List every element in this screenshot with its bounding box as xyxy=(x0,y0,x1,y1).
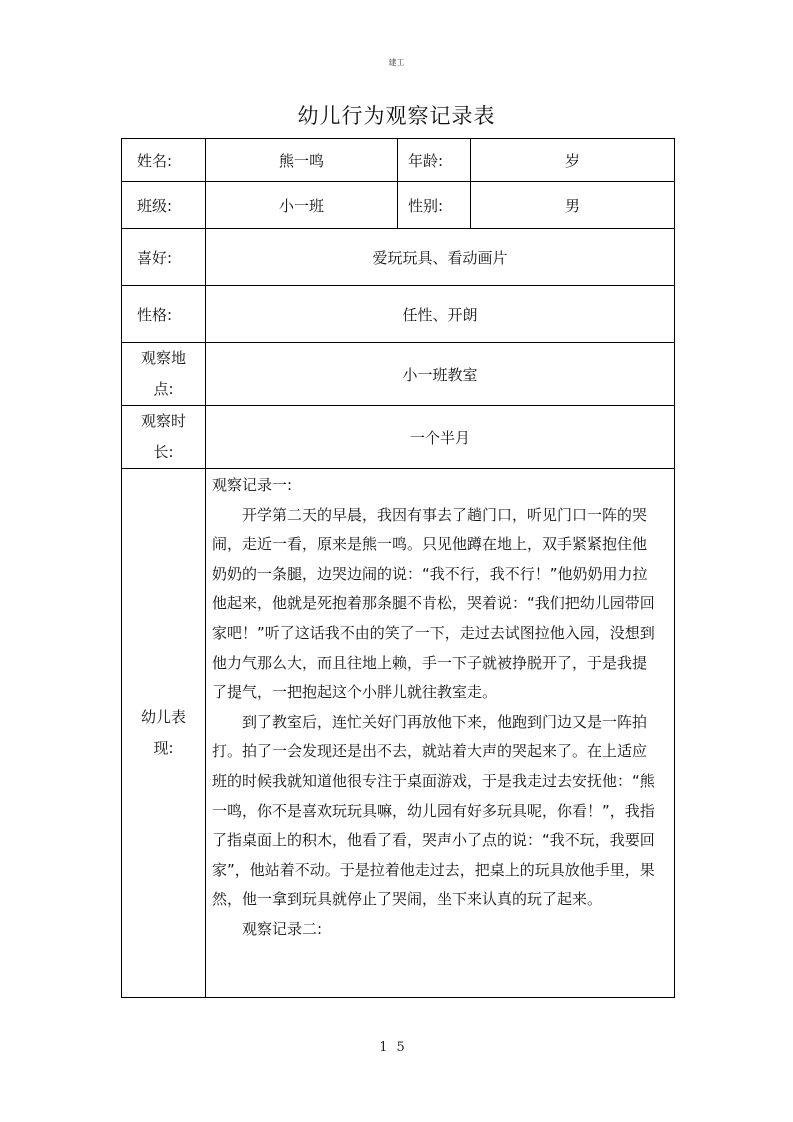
row-class-gender xyxy=(122,182,675,229)
behavior-label-line1: 幼儿表 xyxy=(140,708,186,726)
gender-value: 男 xyxy=(471,182,675,229)
duration-label xyxy=(122,406,206,469)
duration-label-line1: 观察时 xyxy=(140,412,186,430)
name-value: 熊一鸣 xyxy=(206,139,398,182)
age-label: 年龄: xyxy=(398,139,471,182)
hobby-label: 喜好: xyxy=(122,229,206,286)
behavior-label xyxy=(122,469,206,998)
behavior-label-line2: 现: xyxy=(153,739,174,757)
place-label-line2: 点: xyxy=(153,380,174,398)
row-place xyxy=(122,343,675,406)
hobby-value: 爱玩玩具、看动画片 xyxy=(206,229,675,286)
record1-title: 观察记录一: xyxy=(212,476,293,494)
place-value: 小一班教室 xyxy=(206,343,675,406)
place-label-line1: 观察地 xyxy=(140,349,186,367)
row-behavior xyxy=(122,469,675,998)
place-label xyxy=(122,343,206,406)
behavior-content xyxy=(206,469,675,998)
duration-label-line2: 长: xyxy=(153,443,174,461)
row-name-age xyxy=(122,139,675,182)
document-title: 幼儿行为观察记录表 xyxy=(297,104,496,128)
class-label: 班级: xyxy=(122,182,206,229)
record1-paragraph-2: 到了教室后，连忙关好门再放他下来，他跑到门边又是一阵拍打。拍了一会发现还是出不去，就站着大声的哭起来了。在上适应班的时候我就知道他很专注于桌面游戏，于是我走过去安抚他：“熊一鸣，你不是喜欢玩玩具嘛，幼儿园有好多玩具呢，你看！”，我指了指桌面上的积木，他看了看，哭声小了点的说：“我不玩，我要回家”，他站着不动。于是拉着他走过去，把桌上的玩具放他手里，果然，他一拿到玩具就停止了哭闹，坐下来认真的玩了起来。 xyxy=(212,712,655,909)
gender-label: 性别: xyxy=(398,182,471,229)
personality-value: 任性、开朗 xyxy=(206,286,675,343)
row-hobby xyxy=(122,229,675,286)
record2-title: 观察记录二: xyxy=(242,919,323,938)
observation-table xyxy=(121,138,675,998)
row-personality xyxy=(122,286,675,343)
page-number: 15 xyxy=(379,1040,414,1055)
duration-value: 一个半月 xyxy=(206,406,675,469)
personality-label: 性格: xyxy=(122,286,206,343)
name-label: 姓名: xyxy=(122,139,206,182)
age-value: 岁 xyxy=(471,139,675,182)
row-duration xyxy=(122,406,675,469)
record1-paragraph: 开学第二天的早晨，我因有事去了趟门口，听见门口一阵的哭闹，走近一看，原来是熊一鸣。只见他蹲在地上，双手紧紧抱住他奶奶的一条腿，边哭边闹的说：“我不行，我不行！”他奶奶用力拉他起来，他就是死抱着那条腿不肯松，哭着说：“我们把幼儿园带回家吧！”听了这话我不由的笑了一下，走过去试图拉他入园，没想到他力气那么大，而且往地上赖，手一下子就被挣脱开了，于是我提了提气，一把抱起这个小胖儿就往教室走。 xyxy=(212,505,655,702)
header-mark: 建工 xyxy=(388,58,405,67)
class-value: 小一班 xyxy=(206,182,398,229)
